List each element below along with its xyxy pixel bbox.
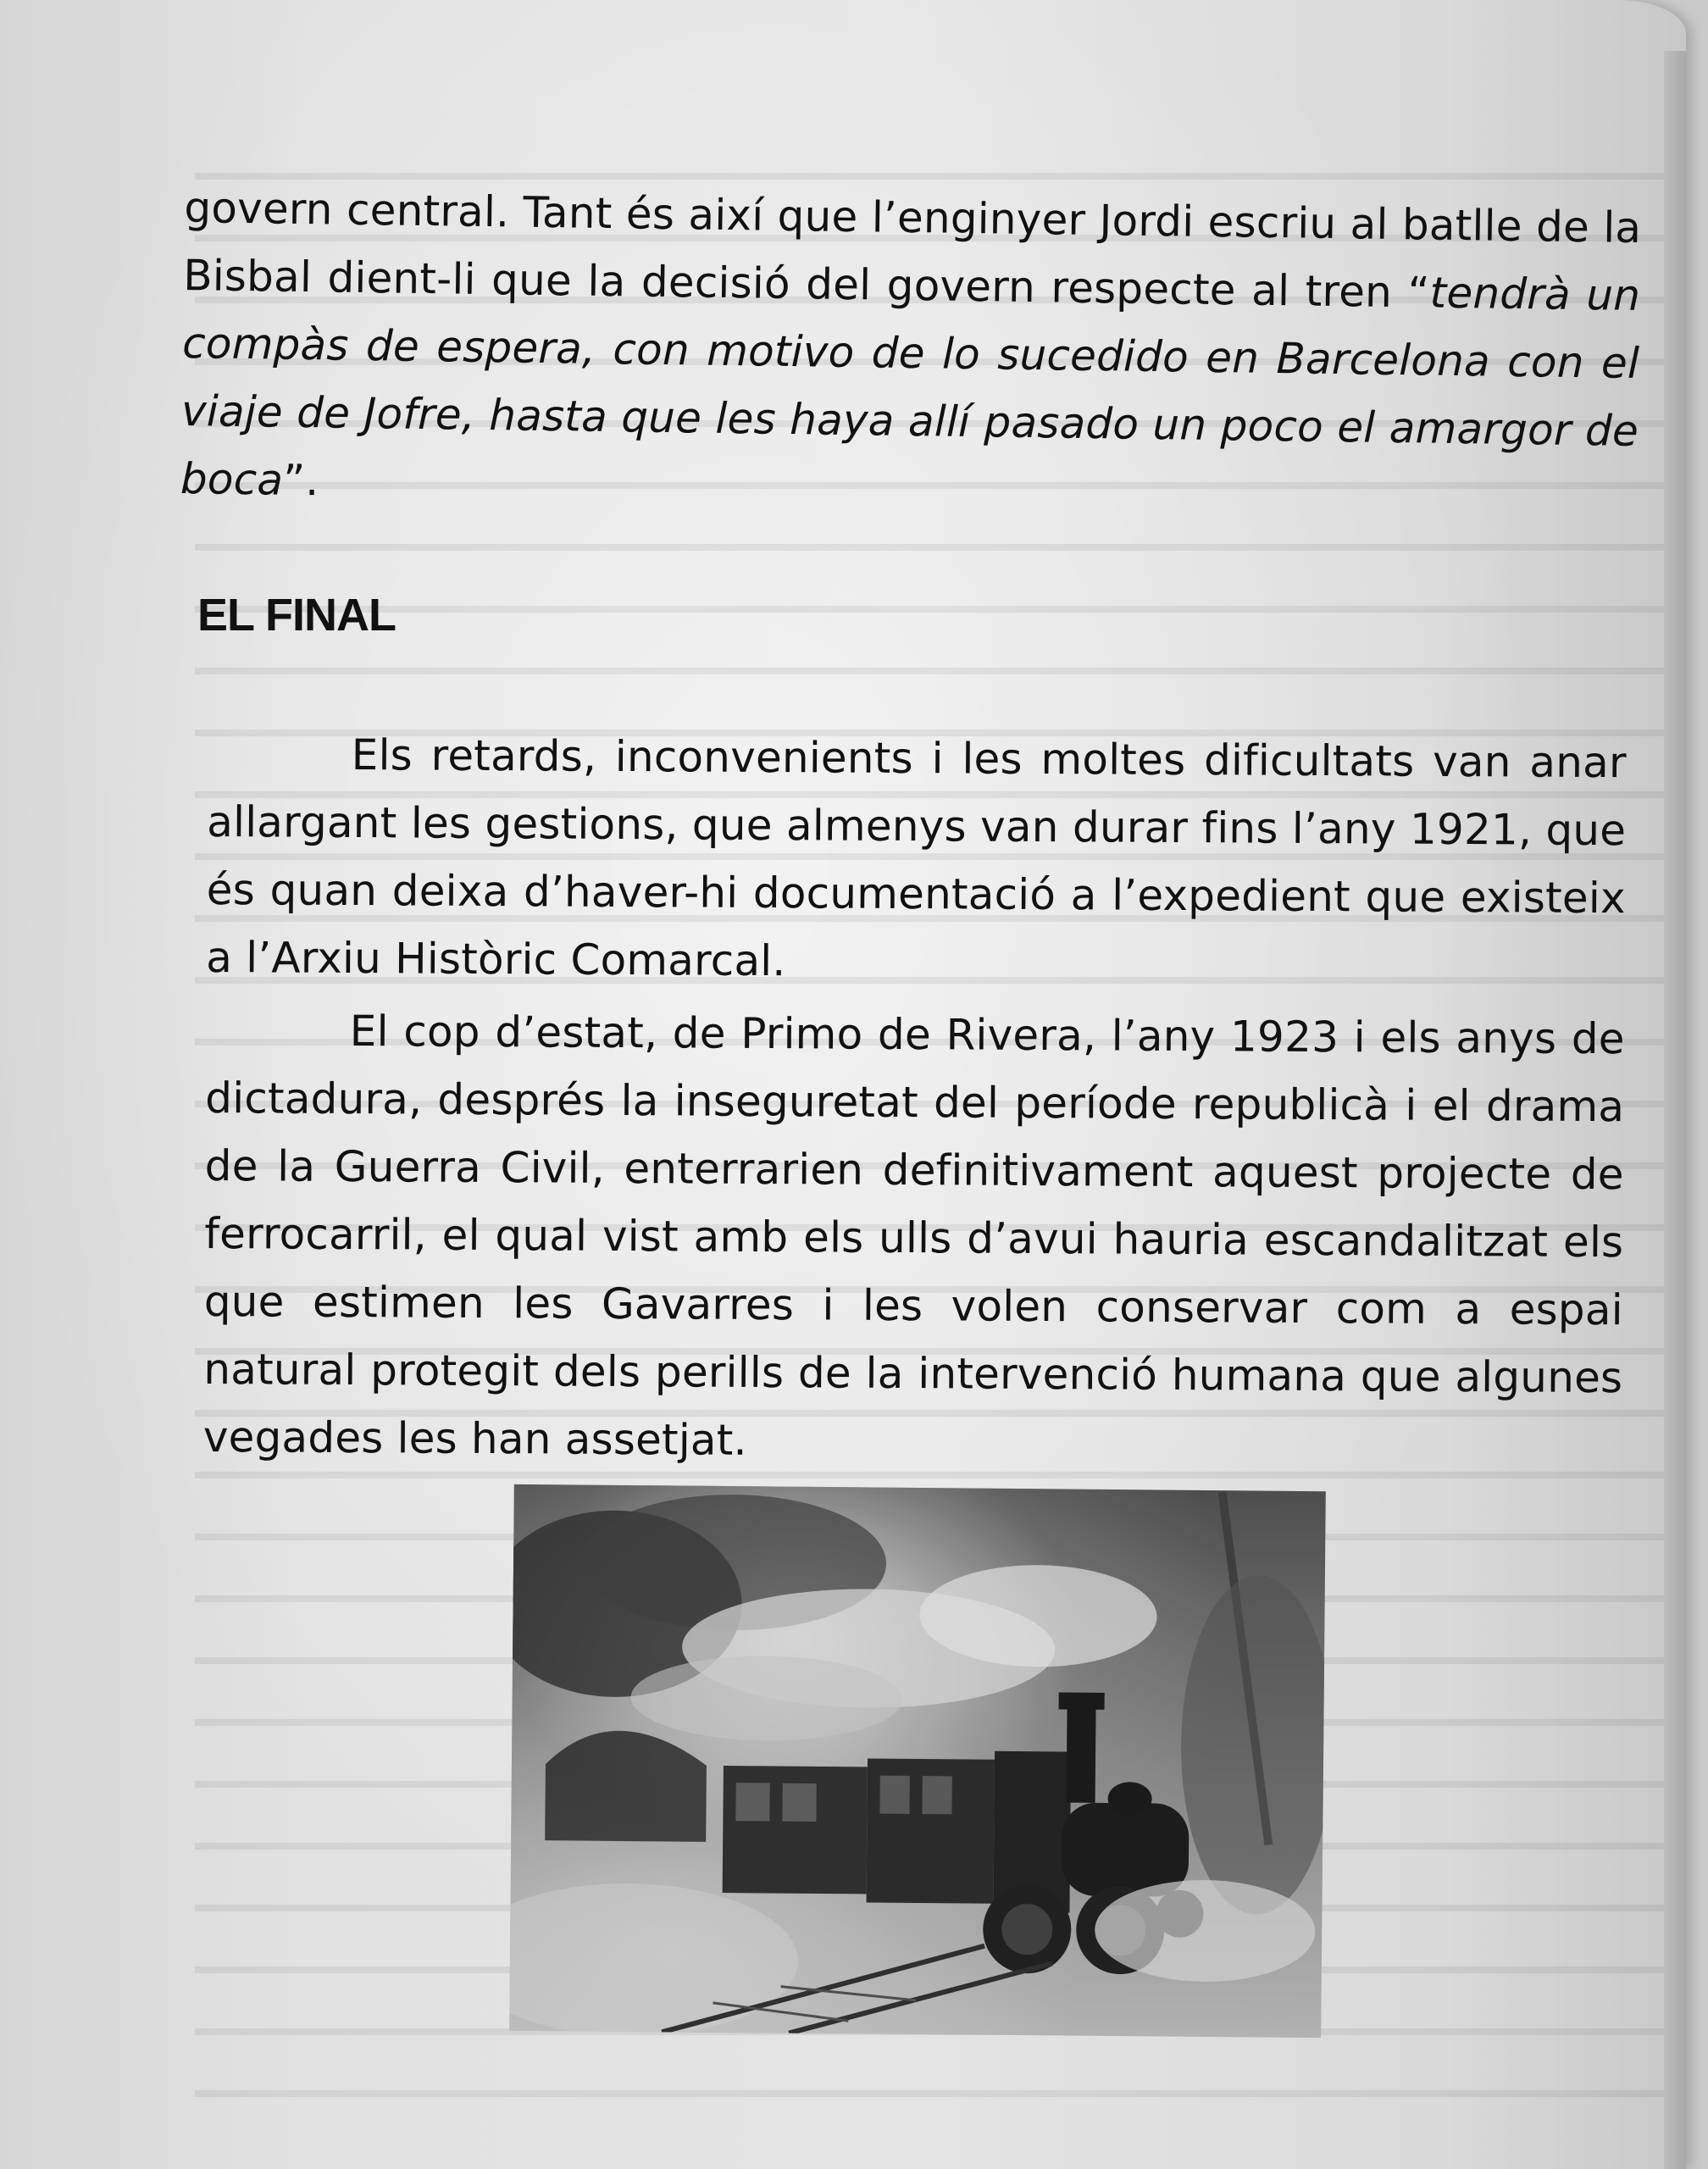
body-paragraph-1: Els retards, inconvenients i les moltes dificultats van anar allargant les gestions, que almenys van durar fins l’any 1921, que és quan deixa d’haver-hi documentació a l’expedient que existeix a l’Arxiu Històric Comarcal. [206, 730, 1627, 986]
continuation-text: govern central. Tant és així que l’enginyer Jordi escriu al batlle de la Bisbal dient-li que la decisió del govern respecte al tren “tendrà un compàs de espera, con motivo de lo sucedido en Barcelona con el viaje de Jofre, hasta que les haya allí pasado un poco el amargor de boca”. [180, 182, 1642, 506]
steam-locomotive-photo [509, 1484, 1326, 2038]
continuation-paragraph [180, 174, 1641, 533]
page-edge [1664, 51, 1686, 2169]
locomotive-illustration [509, 1484, 1326, 2038]
section-heading: EL FINAL [197, 590, 396, 641]
quoted-spanish-text: tendrà un compàs de espera, con motivo de lo sucedido en Barcelona con el viaje de Jofre, hasta que les haya allí pasado un poco el amargor de boca [180, 268, 1641, 505]
section-body [203, 720, 1627, 1479]
body-paragraph-2: El cop d’estat, de Primo de Rivera, l’any 1923 i els anys de dictadura, després la inseguretat del període republicà i el drama de la Guerra Civil, enterrarien definitivament aquest projecte de ferrocarril, el qual vist amb els ulls d’avui hauria escandalitzat els que estimen les Gavarres i les volen conservar com a espai natural protegit dels perills de la intervenció humana que algunes vegades les han assetjat. [202, 1007, 1625, 1465]
